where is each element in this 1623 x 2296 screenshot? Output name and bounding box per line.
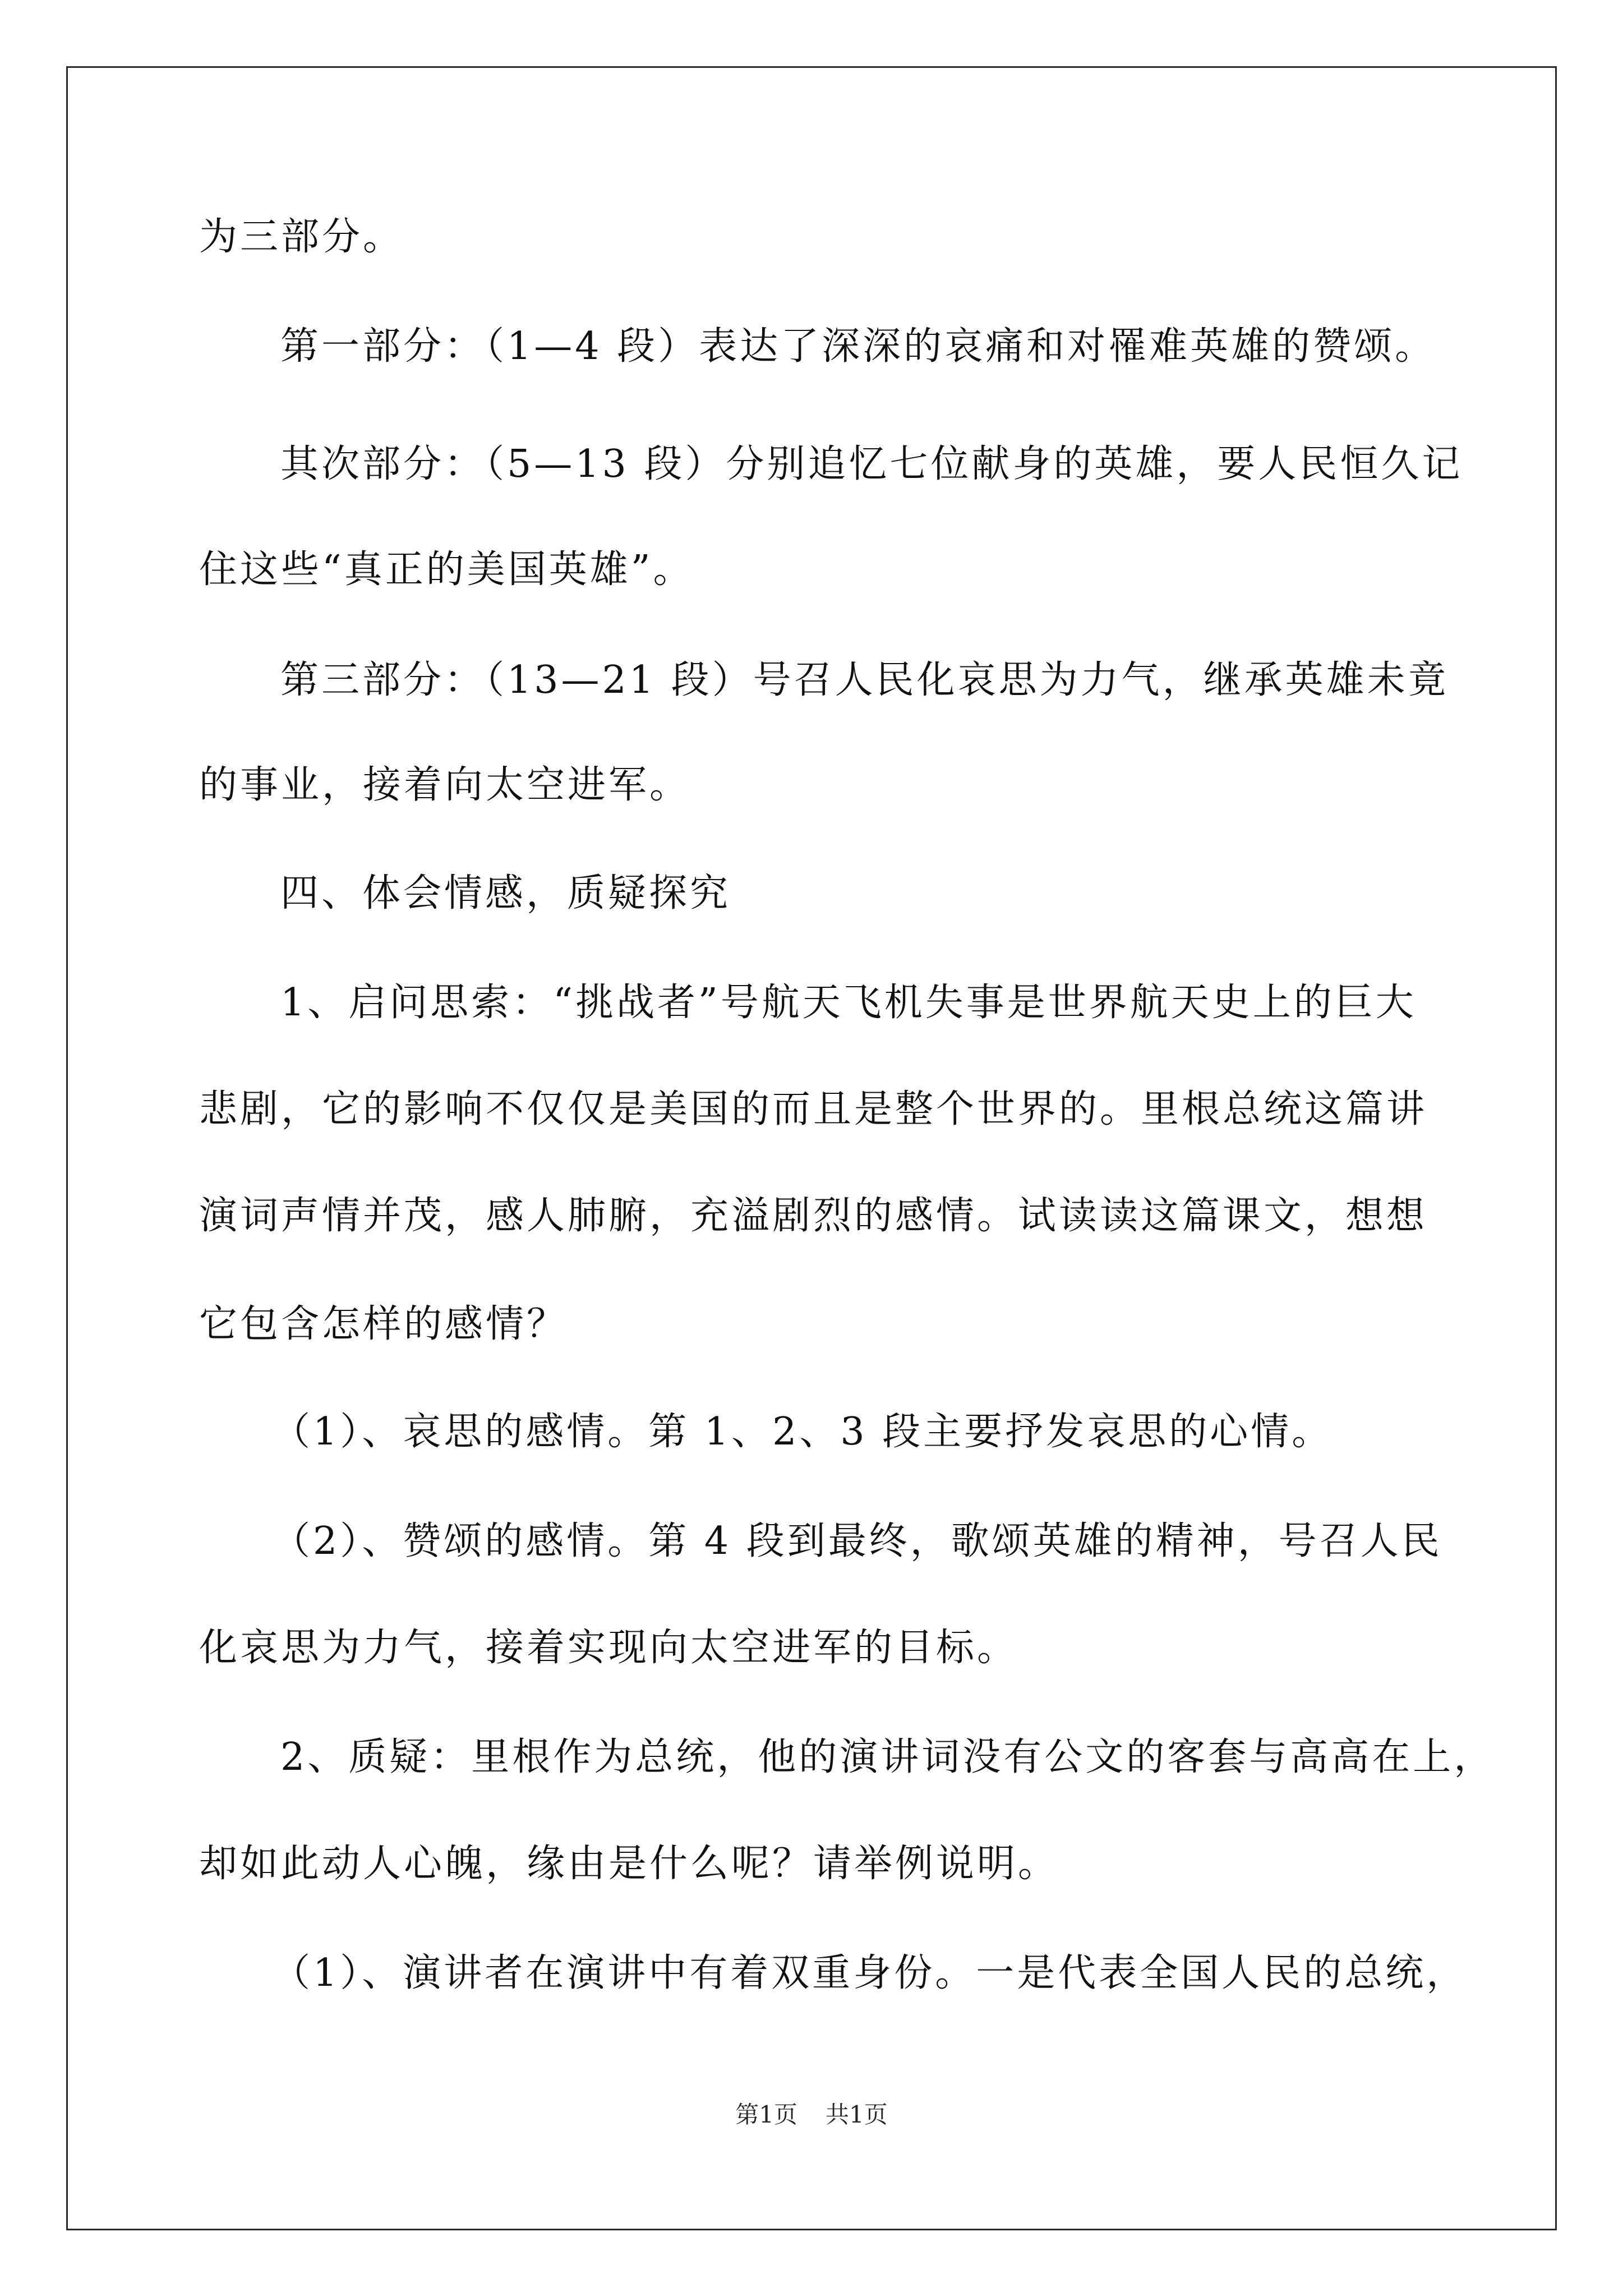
text-line: 演词声情并茂，感人肺腑，充溢剧烈的感情。试读读这篇课文，想想 <box>199 1194 1428 1238</box>
text-line: 它包含怎样的感情？ <box>199 1302 568 1346</box>
text-line: 第三部分：（13—21 段）号召人民化哀思为力气，继承英雄未竟 <box>280 658 1449 702</box>
text-line: （1）、哀思的感情。第 1、2、3 段主要抒发哀思的心情。 <box>272 1410 1333 1454</box>
text-line: 2、质疑：里根作为总统，他的演讲词没有公文的客套与高高在上， <box>280 1735 1495 1779</box>
text-line: 的事业，接着向太空进军。 <box>199 763 691 807</box>
page-number-current: 第1页 <box>735 2101 797 2128</box>
text-line: （2）、赞颂的感情。第 4 段到最终，歌颂英雄的精神，号召人民 <box>272 1519 1442 1563</box>
text-line: 住这些“真正的美国英雄”。 <box>199 547 694 592</box>
text-line: 1、启问思索：“挑战者”号航天飞机失事是世界航天史上的巨大 <box>280 981 1417 1025</box>
text-line: 化哀思为力气，接着实现向太空进军的目标。 <box>199 1626 1018 1670</box>
text-line: 悲剧，它的影响不仅仅是美国的而且是整个世界的。里根总统这篇讲 <box>199 1087 1428 1131</box>
page-number-total: 共1页 <box>826 2101 888 2128</box>
text-line: 其次部分：（5—13 段）分别追忆七位献身的英雄，要人民恒久记 <box>280 442 1463 486</box>
text-line: （1）、演讲者在演讲中有着双重身份。一是代表全国人民的总统， <box>272 1951 1468 1995</box>
page-border <box>66 66 1557 2230</box>
text-line: 四、体会情感，质疑探究 <box>280 871 731 915</box>
text-line: 为三部分。 <box>199 215 404 259</box>
page-footer <box>0 2098 1623 2132</box>
text-line: 第一部分：（1—4 段）表达了深深的哀痛和对罹难英雄的赞颂。 <box>280 324 1436 369</box>
text-line: 却如此动人心魄，缘由是什么呢？请举例说明。 <box>199 1842 1059 1886</box>
